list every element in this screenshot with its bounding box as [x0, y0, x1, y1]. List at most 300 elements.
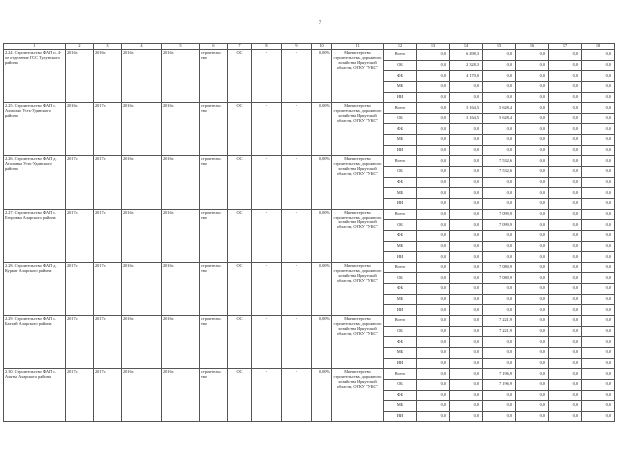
value-cell: 0,0 [516, 145, 549, 156]
budget-source-label: ИИ [384, 305, 417, 316]
value-cell: 0,0 [417, 401, 450, 412]
value-cell: 0,0 [483, 188, 516, 199]
work-type: строительс тво [200, 50, 228, 103]
value-cell: 0,0 [417, 390, 450, 401]
value-cell: 0,0 [450, 156, 483, 167]
work-type: строительс тво [200, 156, 228, 209]
object-name: 2.29. Строительство ФАП с. Бахтай Аларского района [4, 316, 66, 369]
value-cell: 7 196,9 [483, 379, 516, 390]
value-cell: 0,0 [483, 294, 516, 305]
value-cell: 0,0 [450, 92, 483, 103]
value-cell: 0,0 [483, 71, 516, 82]
value-cell: 0,0 [582, 262, 615, 273]
value-cell: 7 221,9 [483, 326, 516, 337]
value-cell: 0,0 [549, 156, 582, 167]
value-cell: 0,0 [450, 177, 483, 188]
budget-source-label: ФБ [384, 230, 417, 241]
year-cell: 2017г. [66, 262, 94, 315]
value-cell: 0,0 [582, 188, 615, 199]
value-cell: 0,0 [516, 411, 549, 422]
value-cell: 0,0 [450, 220, 483, 231]
value-cell: 0,0 [450, 379, 483, 390]
value-cell: 0,0 [549, 241, 582, 252]
value-cell: 0,0 [483, 135, 516, 146]
dash-cell: - [282, 50, 312, 103]
year-cell: 2017г. [66, 209, 94, 262]
column-number: 7 [228, 44, 252, 50]
value-cell: 0,0 [450, 294, 483, 305]
value-cell: 0,0 [516, 337, 549, 348]
value-cell: 0,0 [516, 273, 549, 284]
value-cell: 0,0 [582, 411, 615, 422]
dash-cell: - [252, 369, 282, 422]
responsible-agency: Министерство строительства, дорожного хозяйства Иркутской области, ОГКУ "УКС" [332, 316, 384, 369]
budget-source-label: ОБ [384, 220, 417, 231]
value-cell: 0,0 [582, 135, 615, 146]
value-cell: 7 532,6 [483, 156, 516, 167]
value-cell: 0,0 [549, 294, 582, 305]
funding-source: ОС [228, 316, 252, 369]
value-cell: 0,0 [549, 379, 582, 390]
budget-source-label: ФБ [384, 71, 417, 82]
dash-cell: - [252, 103, 282, 156]
value-cell: 0,0 [450, 326, 483, 337]
value-cell: 0,0 [549, 188, 582, 199]
value-cell: 0,0 [417, 156, 450, 167]
budget-source-label: ИИ [384, 198, 417, 209]
funding-source: ОС [228, 103, 252, 156]
value-cell: 0,0 [450, 252, 483, 263]
year-cell: 2016г. [66, 103, 94, 156]
value-cell: 0,0 [483, 411, 516, 422]
value-cell: 0,0 [549, 198, 582, 209]
budget-source-label: Всего [384, 50, 417, 61]
budget-source-label: ФБ [384, 284, 417, 295]
value-cell: 7 080,9 [483, 262, 516, 273]
value-cell: 0,0 [582, 347, 615, 358]
value-cell: 0,0 [516, 262, 549, 273]
value-cell: 0,0 [417, 81, 450, 92]
value-cell: 0,0 [483, 60, 516, 71]
value-cell: 0,0 [516, 347, 549, 358]
value-cell: 0,0 [450, 347, 483, 358]
budget-source-label: МБ [384, 401, 417, 412]
table-row [4, 50, 615, 61]
value-cell: 0,0 [417, 347, 450, 358]
value-cell: 0,0 [516, 252, 549, 263]
value-cell: 0,0 [549, 411, 582, 422]
year-cell: 2016г. [122, 262, 162, 315]
funding-source: ОС [228, 369, 252, 422]
value-cell: 0,0 [450, 167, 483, 178]
value-cell: 0,0 [417, 135, 450, 146]
dash-cell: - [282, 156, 312, 209]
year-cell: 2017г. [94, 316, 122, 369]
value-cell: 0,0 [417, 230, 450, 241]
value-cell: 0,0 [450, 145, 483, 156]
column-number: 8 [252, 44, 282, 50]
value-cell: 7 099,9 [483, 220, 516, 231]
dash-cell: - [252, 316, 282, 369]
value-cell: 0,0 [483, 252, 516, 263]
budget-source-label: ФБ [384, 337, 417, 348]
budget-source-label: МБ [384, 241, 417, 252]
value-cell: 0,0 [417, 177, 450, 188]
table-row [4, 209, 615, 220]
value-cell: 7 532,6 [483, 167, 516, 178]
value-cell: 0,0 [417, 50, 450, 61]
value-cell: 0,0 [450, 358, 483, 369]
value-cell: 0,0 [417, 209, 450, 220]
value-cell: 0,0 [483, 198, 516, 209]
value-cell: 0,0 [417, 103, 450, 114]
value-cell: 0,0 [549, 369, 582, 380]
dash-cell: - [252, 156, 282, 209]
value-cell: 0,0 [549, 273, 582, 284]
value-cell: 0,0 [417, 294, 450, 305]
table-row [4, 369, 615, 380]
year-cell: 2016г. [162, 209, 200, 262]
value-cell: 0,0 [582, 113, 615, 124]
value-cell: 5 628,4 [483, 103, 516, 114]
percent-cell: 0,00% [312, 209, 332, 262]
value-cell: 0,0 [516, 390, 549, 401]
value-cell: 0,0 [450, 230, 483, 241]
table-row [4, 156, 615, 167]
table-row [4, 103, 615, 114]
value-cell: 0,0 [516, 188, 549, 199]
value-cell: 0,0 [516, 156, 549, 167]
value-cell: 0,0 [516, 167, 549, 178]
value-cell: 5 628,4 [483, 113, 516, 124]
value-cell: 0,0 [549, 284, 582, 295]
responsible-agency: Министерство строительства, дорожного хозяйства Иркутской области, ОГКУ "УКС" [332, 209, 384, 262]
value-cell: 0,0 [549, 167, 582, 178]
value-cell: 0,0 [516, 358, 549, 369]
budget-source-label: Всего [384, 156, 417, 167]
value-cell: 3 164,5 [450, 103, 483, 114]
year-cell: 2016г. [162, 50, 200, 103]
budget-source-label: ИИ [384, 411, 417, 422]
funding-source: ОС [228, 262, 252, 315]
value-cell: 0,0 [582, 145, 615, 156]
value-cell: 0,0 [582, 92, 615, 103]
value-cell: 0,0 [549, 145, 582, 156]
year-cell: 2016г. [122, 209, 162, 262]
percent-cell: 0,00% [312, 369, 332, 422]
value-cell: 0,0 [417, 145, 450, 156]
budget-source-label: ОБ [384, 273, 417, 284]
object-name: 2.24. Строительство ФАП п. 4-ое отделение ГСС Тулунского района [4, 50, 66, 103]
value-cell: 0,0 [516, 81, 549, 92]
value-cell: 0,0 [582, 50, 615, 61]
value-cell: 3 164,5 [450, 113, 483, 124]
value-cell: 0,0 [516, 103, 549, 114]
year-cell: 2016г. [122, 103, 162, 156]
value-cell: 0,0 [450, 369, 483, 380]
work-type: строительс тво [200, 369, 228, 422]
value-cell: 0,0 [582, 177, 615, 188]
value-cell: 7 221,9 [483, 316, 516, 327]
budget-source-label: ФБ [384, 390, 417, 401]
value-cell: 0,0 [450, 390, 483, 401]
value-cell: 0,0 [582, 81, 615, 92]
value-cell: 0,0 [582, 167, 615, 178]
value-cell: 0,0 [483, 358, 516, 369]
year-cell: 2016г. [162, 156, 200, 209]
percent-cell: 0,00% [312, 50, 332, 103]
year-cell: 2017г. [66, 369, 94, 422]
value-cell: 0,0 [549, 316, 582, 327]
value-cell: 0,0 [417, 337, 450, 348]
budget-source-label: Всего [384, 369, 417, 380]
value-cell: 0,0 [549, 252, 582, 263]
register-table [3, 43, 615, 422]
column-number: 12 [384, 44, 417, 50]
value-cell: 0,0 [549, 135, 582, 146]
year-cell: 2016г. [162, 103, 200, 156]
value-cell: 0,0 [483, 124, 516, 135]
budget-source-label: МБ [384, 81, 417, 92]
budget-source-label: МБ [384, 188, 417, 199]
budget-source-label: Всего [384, 316, 417, 327]
value-cell: 0,0 [582, 103, 615, 114]
dash-cell: - [282, 369, 312, 422]
year-cell: 2017г. [94, 209, 122, 262]
value-cell: 0,0 [417, 188, 450, 199]
value-cell: 0,0 [417, 252, 450, 263]
budget-source-label: МБ [384, 294, 417, 305]
value-cell: 0,0 [417, 198, 450, 209]
value-cell: 0,0 [582, 401, 615, 412]
value-cell: 0,0 [483, 92, 516, 103]
budget-source-label: МБ [384, 347, 417, 358]
column-number: 11 [332, 44, 384, 50]
column-number: 18 [582, 44, 615, 50]
value-cell: 0,0 [582, 294, 615, 305]
value-cell: 0,0 [549, 177, 582, 188]
year-cell: 2016г. [122, 369, 162, 422]
year-cell: 2017г. [94, 262, 122, 315]
value-cell: 0,0 [417, 411, 450, 422]
year-cell: 2016г. [162, 369, 200, 422]
value-cell: 0,0 [549, 71, 582, 82]
value-cell: 0,0 [516, 326, 549, 337]
value-cell: 0,0 [549, 81, 582, 92]
value-cell: 0,0 [582, 60, 615, 71]
percent-cell: 0,00% [312, 316, 332, 369]
year-cell: 2017г. [66, 316, 94, 369]
value-cell: 0,0 [549, 337, 582, 348]
budget-source-label: Всего [384, 262, 417, 273]
value-cell: 0,0 [549, 305, 582, 316]
value-cell: 0,0 [549, 358, 582, 369]
table-row [4, 262, 615, 273]
value-cell: 0,0 [483, 230, 516, 241]
value-cell: 0,0 [516, 113, 549, 124]
value-cell: 0,0 [450, 188, 483, 199]
value-cell: 6 498,3 [450, 50, 483, 61]
percent-cell: 0,00% [312, 262, 332, 315]
value-cell: 0,0 [417, 241, 450, 252]
value-cell: 0,0 [450, 401, 483, 412]
value-cell: 0,0 [450, 305, 483, 316]
value-cell: 0,0 [450, 209, 483, 220]
value-cell: 0,0 [582, 198, 615, 209]
value-cell: 0,0 [417, 305, 450, 316]
value-cell: 0,0 [417, 326, 450, 337]
work-type: строительс тво [200, 262, 228, 315]
dash-cell: - [252, 262, 282, 315]
year-cell: 2017г. [94, 156, 122, 209]
value-cell: 0,0 [450, 124, 483, 135]
year-cell: 2016г. [66, 50, 94, 103]
value-cell: 0,0 [483, 347, 516, 358]
value-cell: 7 099,9 [483, 209, 516, 220]
column-number: 4 [122, 44, 162, 50]
value-cell: 0,0 [582, 379, 615, 390]
dash-cell: - [282, 209, 312, 262]
value-cell: 0,0 [516, 71, 549, 82]
column-number: 10 [312, 44, 332, 50]
budget-source-label: МБ [384, 135, 417, 146]
value-cell: 0,0 [450, 273, 483, 284]
budget-source-label: ФБ [384, 124, 417, 135]
dash-cell: - [252, 50, 282, 103]
budget-source-label: ОБ [384, 379, 417, 390]
value-cell: 0,0 [450, 284, 483, 295]
percent-cell: 0,00% [312, 103, 332, 156]
value-cell: 0,0 [516, 294, 549, 305]
value-cell: 0,0 [516, 50, 549, 61]
value-cell: 0,0 [417, 262, 450, 273]
responsible-agency: Министерство строительства, дорожного хозяйства Иркутской области, ОГКУ "УКС" [332, 103, 384, 156]
value-cell: 0,0 [549, 326, 582, 337]
object-name: 2.30. Строительство ФАП с. Аляты Аларского района [4, 369, 66, 422]
budget-source-label: ФБ [384, 177, 417, 188]
value-cell: 0,0 [582, 156, 615, 167]
value-cell: 0,0 [483, 145, 516, 156]
budget-source-label: Всего [384, 209, 417, 220]
value-cell: 0,0 [582, 284, 615, 295]
value-cell: 2 328,3 [450, 60, 483, 71]
work-type: строительс тво [200, 103, 228, 156]
value-cell: 0,0 [450, 262, 483, 273]
column-number: 14 [450, 44, 483, 50]
budget-source-label: ОБ [384, 113, 417, 124]
value-cell: 0,0 [549, 209, 582, 220]
value-cell: 0,0 [483, 401, 516, 412]
budget-source-label: Всего [384, 103, 417, 114]
value-cell: 0,0 [417, 358, 450, 369]
column-number: 6 [200, 44, 228, 50]
value-cell: 0,0 [450, 241, 483, 252]
table-row [4, 316, 615, 327]
value-cell: 0,0 [549, 92, 582, 103]
value-cell: 0,0 [483, 284, 516, 295]
value-cell: 0,0 [450, 198, 483, 209]
value-cell: 0,0 [516, 177, 549, 188]
year-cell: 2017г. [94, 369, 122, 422]
column-number: 3 [94, 44, 122, 50]
responsible-agency: Министерство строительства, дорожного хозяйства Иркутской области, ОГКУ "УКС" [332, 262, 384, 315]
value-cell: 0,0 [582, 316, 615, 327]
object-name: 2.28. Строительство ФАП д. Куркат Аларского района [4, 262, 66, 315]
value-cell: 0,0 [582, 305, 615, 316]
value-cell: 0,0 [582, 230, 615, 241]
responsible-agency: Министерство строительства, дорожного хозяйства Иркутской области, ОГКУ "УКС" [332, 50, 384, 103]
year-cell: 2016г. [162, 262, 200, 315]
value-cell: 0,0 [516, 60, 549, 71]
value-cell: 0,0 [516, 379, 549, 390]
value-cell: 0,0 [516, 209, 549, 220]
value-cell: 0,0 [417, 113, 450, 124]
year-cell: 2016г. [122, 50, 162, 103]
value-cell: 0,0 [417, 273, 450, 284]
value-cell: 0,0 [516, 92, 549, 103]
budget-source-label: ИИ [384, 252, 417, 263]
value-cell: 0,0 [582, 252, 615, 263]
value-cell: 0,0 [582, 124, 615, 135]
value-cell: 0,0 [483, 177, 516, 188]
budget-source-label: ИИ [384, 92, 417, 103]
value-cell: 0,0 [516, 124, 549, 135]
value-cell: 4 170,0 [450, 71, 483, 82]
work-type: строительс тво [200, 209, 228, 262]
value-cell: 0,0 [483, 305, 516, 316]
value-cell: 0,0 [417, 71, 450, 82]
value-cell: 0,0 [582, 220, 615, 231]
object-name: 2.26. Строительство ФАП д. Аталанка Усть-Удинского района [4, 156, 66, 209]
year-cell: 2016г. [122, 316, 162, 369]
dash-cell: - [252, 209, 282, 262]
year-cell: 2016г. [94, 50, 122, 103]
column-number: 1 [4, 44, 66, 50]
value-cell: 0,0 [417, 220, 450, 231]
value-cell: 0,0 [483, 337, 516, 348]
value-cell: 0,0 [450, 411, 483, 422]
value-cell: 0,0 [450, 316, 483, 327]
budget-source-label: ИИ [384, 145, 417, 156]
dash-cell: - [282, 103, 312, 156]
value-cell: 0,0 [483, 50, 516, 61]
work-type: строительс тво [200, 316, 228, 369]
dash-cell: - [282, 316, 312, 369]
budget-source-label: ОБ [384, 326, 417, 337]
funding-source: ОС [228, 50, 252, 103]
year-cell: 2016г. [162, 316, 200, 369]
page-number: 7 [318, 21, 322, 26]
column-number: 2 [66, 44, 94, 50]
dash-cell: - [282, 262, 312, 315]
column-number: 17 [549, 44, 582, 50]
value-cell: 0,0 [516, 369, 549, 380]
year-cell: 2017г. [66, 156, 94, 209]
value-cell: 7 196,9 [483, 369, 516, 380]
value-cell: 0,0 [450, 81, 483, 92]
value-cell: 0,0 [516, 230, 549, 241]
value-cell: 0,0 [450, 135, 483, 146]
value-cell: 0,0 [417, 60, 450, 71]
value-cell: 0,0 [417, 369, 450, 380]
responsible-agency: Министерство строительства, дорожного хозяйства Иркутской области, ОГКУ "УКС" [332, 369, 384, 422]
value-cell: 0,0 [582, 71, 615, 82]
value-cell: 0,0 [516, 305, 549, 316]
value-cell: 0,0 [483, 81, 516, 92]
value-cell: 0,0 [549, 262, 582, 273]
percent-cell: 0,00% [312, 156, 332, 209]
value-cell: 0,0 [549, 124, 582, 135]
